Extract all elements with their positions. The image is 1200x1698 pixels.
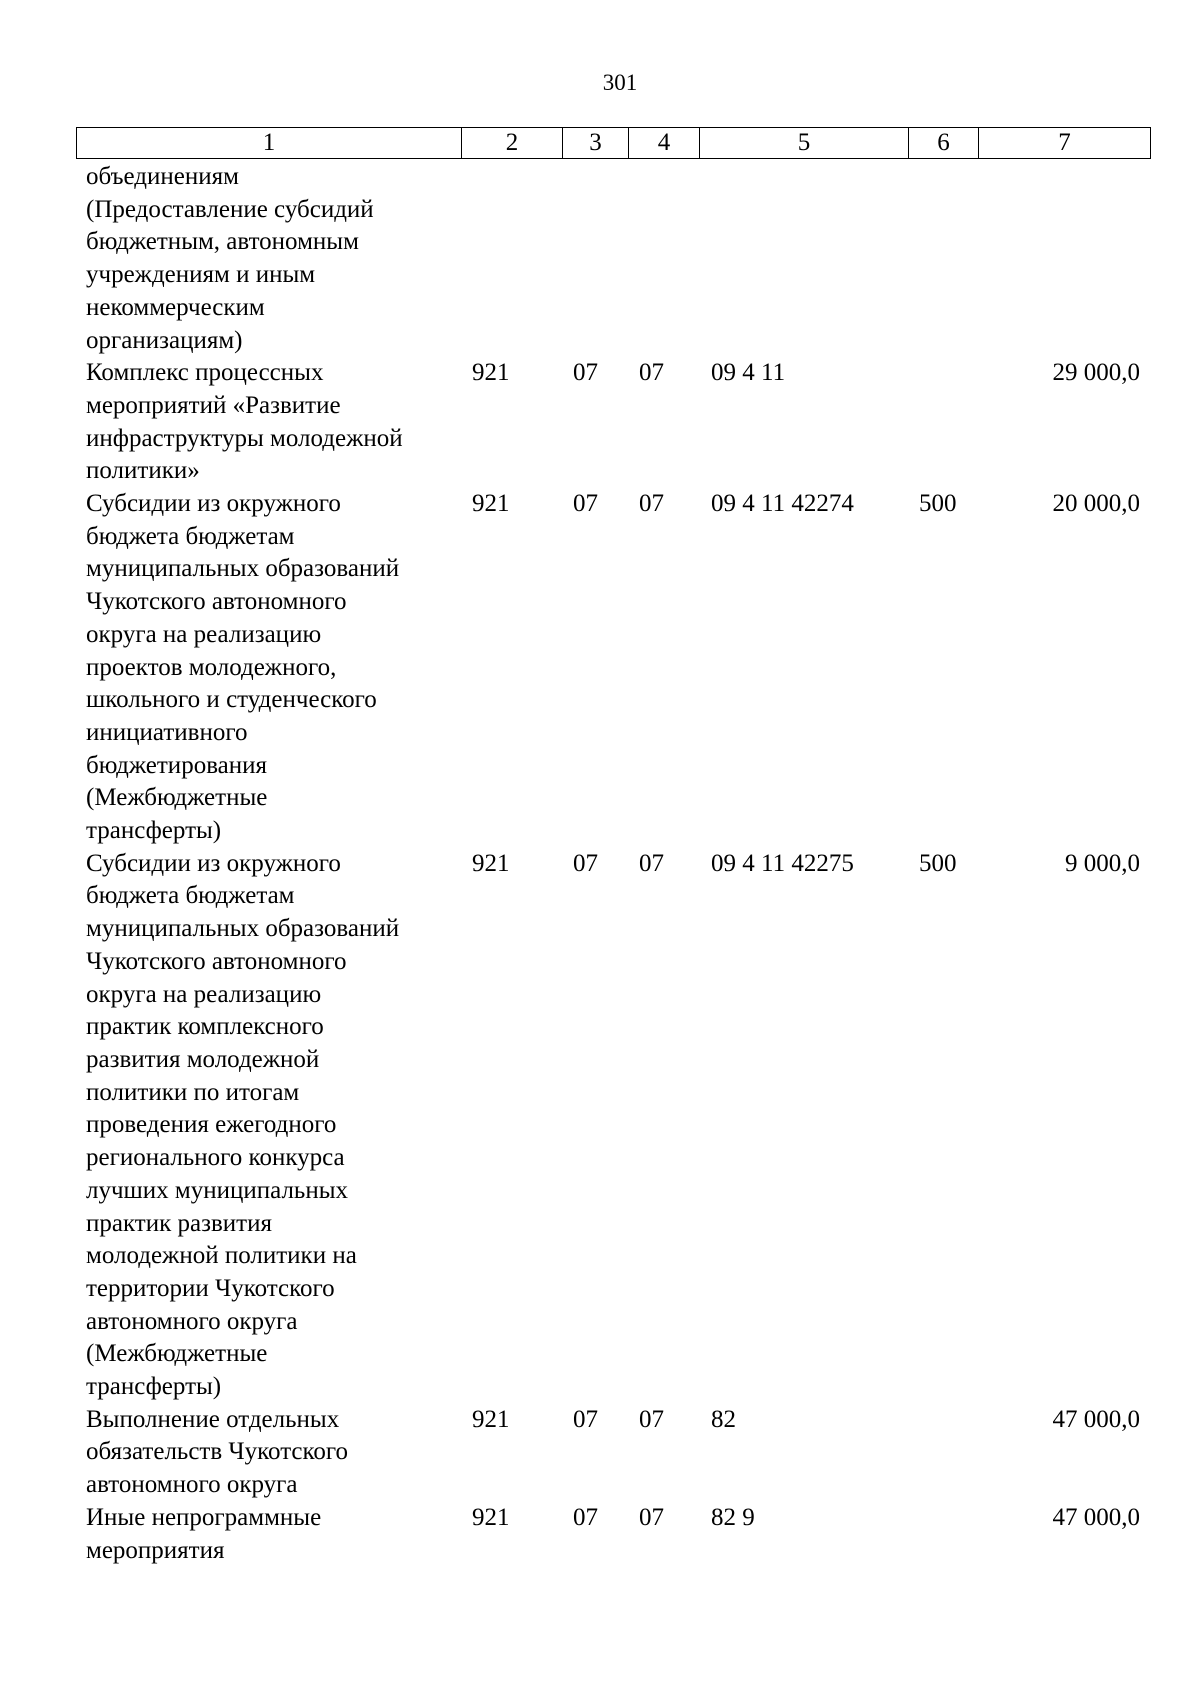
row-ministry-code: 921: [472, 1503, 510, 1531]
table-row: [76, 848, 1150, 1404]
row-amount: 9 000,0: [1065, 849, 1140, 877]
row-amount: 20 000,0: [1052, 490, 1140, 518]
column-header-row: [77, 128, 1151, 159]
row-name: Иные непрограммные мероприятия: [86, 1503, 322, 1564]
row-subsection-code: 07: [639, 1405, 664, 1433]
row-expense-type: [908, 1404, 978, 1502]
column-header-3: 3: [563, 128, 629, 159]
row-target-article: 82 9: [711, 1503, 755, 1531]
row-subsection-code: [628, 161, 699, 357]
column-header-6: 6: [909, 128, 979, 159]
row-expense-type: [908, 357, 978, 488]
row-ministry-code: 921: [472, 359, 510, 387]
row-section-code: 07: [573, 1503, 598, 1531]
column-header-1: 1: [77, 128, 462, 159]
row-ministry-code: 921: [472, 1405, 510, 1433]
table-row: [76, 1404, 1150, 1502]
row-target-article: 09 4 11: [711, 359, 786, 387]
budget-table: [76, 161, 1150, 1567]
row-subsection-code: 07: [639, 849, 664, 877]
row-expense-type: 500: [919, 849, 957, 877]
row-section-code: 07: [573, 490, 598, 518]
row-subsection-code: 07: [639, 1503, 664, 1531]
table-row: [76, 1502, 1150, 1567]
row-ministry-code: 921: [472, 849, 510, 877]
table-row: [76, 488, 1150, 848]
row-section-code: [562, 161, 628, 357]
row-section-code: 07: [573, 1405, 598, 1433]
row-amount: 47 000,0: [1052, 1405, 1140, 1433]
row-name: Комплекс процессных мероприятий «Развитие инфраструктуры молодежной политики»: [86, 359, 403, 485]
table-row: [76, 357, 1150, 488]
row-section-code: 07: [573, 359, 598, 387]
row-target-article: 09 4 11 42274: [711, 490, 854, 518]
row-target-article: 82: [711, 1405, 736, 1433]
row-expense-type: [908, 161, 978, 357]
row-amount: 29 000,0: [1052, 359, 1140, 387]
column-header-2: 2: [462, 128, 563, 159]
row-name: Субсидии из окружного бюджета бюджетам муниципальных образований Чукотского автономного округа на реализацию проектов молодежного, школьного и студенческого инициативного бюджетирования (Межбюджетные трансферты): [86, 490, 400, 845]
page-number: 301: [602, 70, 638, 95]
row-amount: [978, 161, 1150, 357]
row-expense-type: 500: [919, 490, 957, 518]
column-header-5: 5: [700, 128, 909, 159]
row-section-code: 07: [573, 849, 598, 877]
column-header-7: 7: [979, 128, 1151, 159]
column-header-4: 4: [629, 128, 700, 159]
row-name: объединениям (Предоставление субсидий бюджетным, автономным учреждениям и иным некоммерческим организациям): [86, 163, 374, 354]
row-name: Выполнение отдельных обязательств Чукотского автономного округа: [86, 1405, 349, 1499]
table-row: [76, 161, 1150, 357]
row-target-article: 09 4 11 42275: [711, 849, 854, 877]
row-subsection-code: 07: [639, 490, 664, 518]
column-header-table: [76, 127, 1151, 159]
row-ministry-code: [461, 161, 562, 357]
row-amount: 47 000,0: [1052, 1503, 1140, 1531]
row-expense-type: [908, 1502, 978, 1567]
row-target-article: [699, 161, 908, 357]
row-name: Субсидии из окружного бюджета бюджетам муниципальных образований Чукотского автономного округа на реализацию практик комплексного развития молодежной политики по итогам проведения ежегодного регионального конкурса лучших муниципальных практик развития молодежной политики на территории Чукотского автономного округа (Межбюджетные трансферты): [86, 849, 400, 1401]
row-subsection-code: 07: [639, 359, 664, 387]
row-ministry-code: 921: [472, 490, 510, 518]
